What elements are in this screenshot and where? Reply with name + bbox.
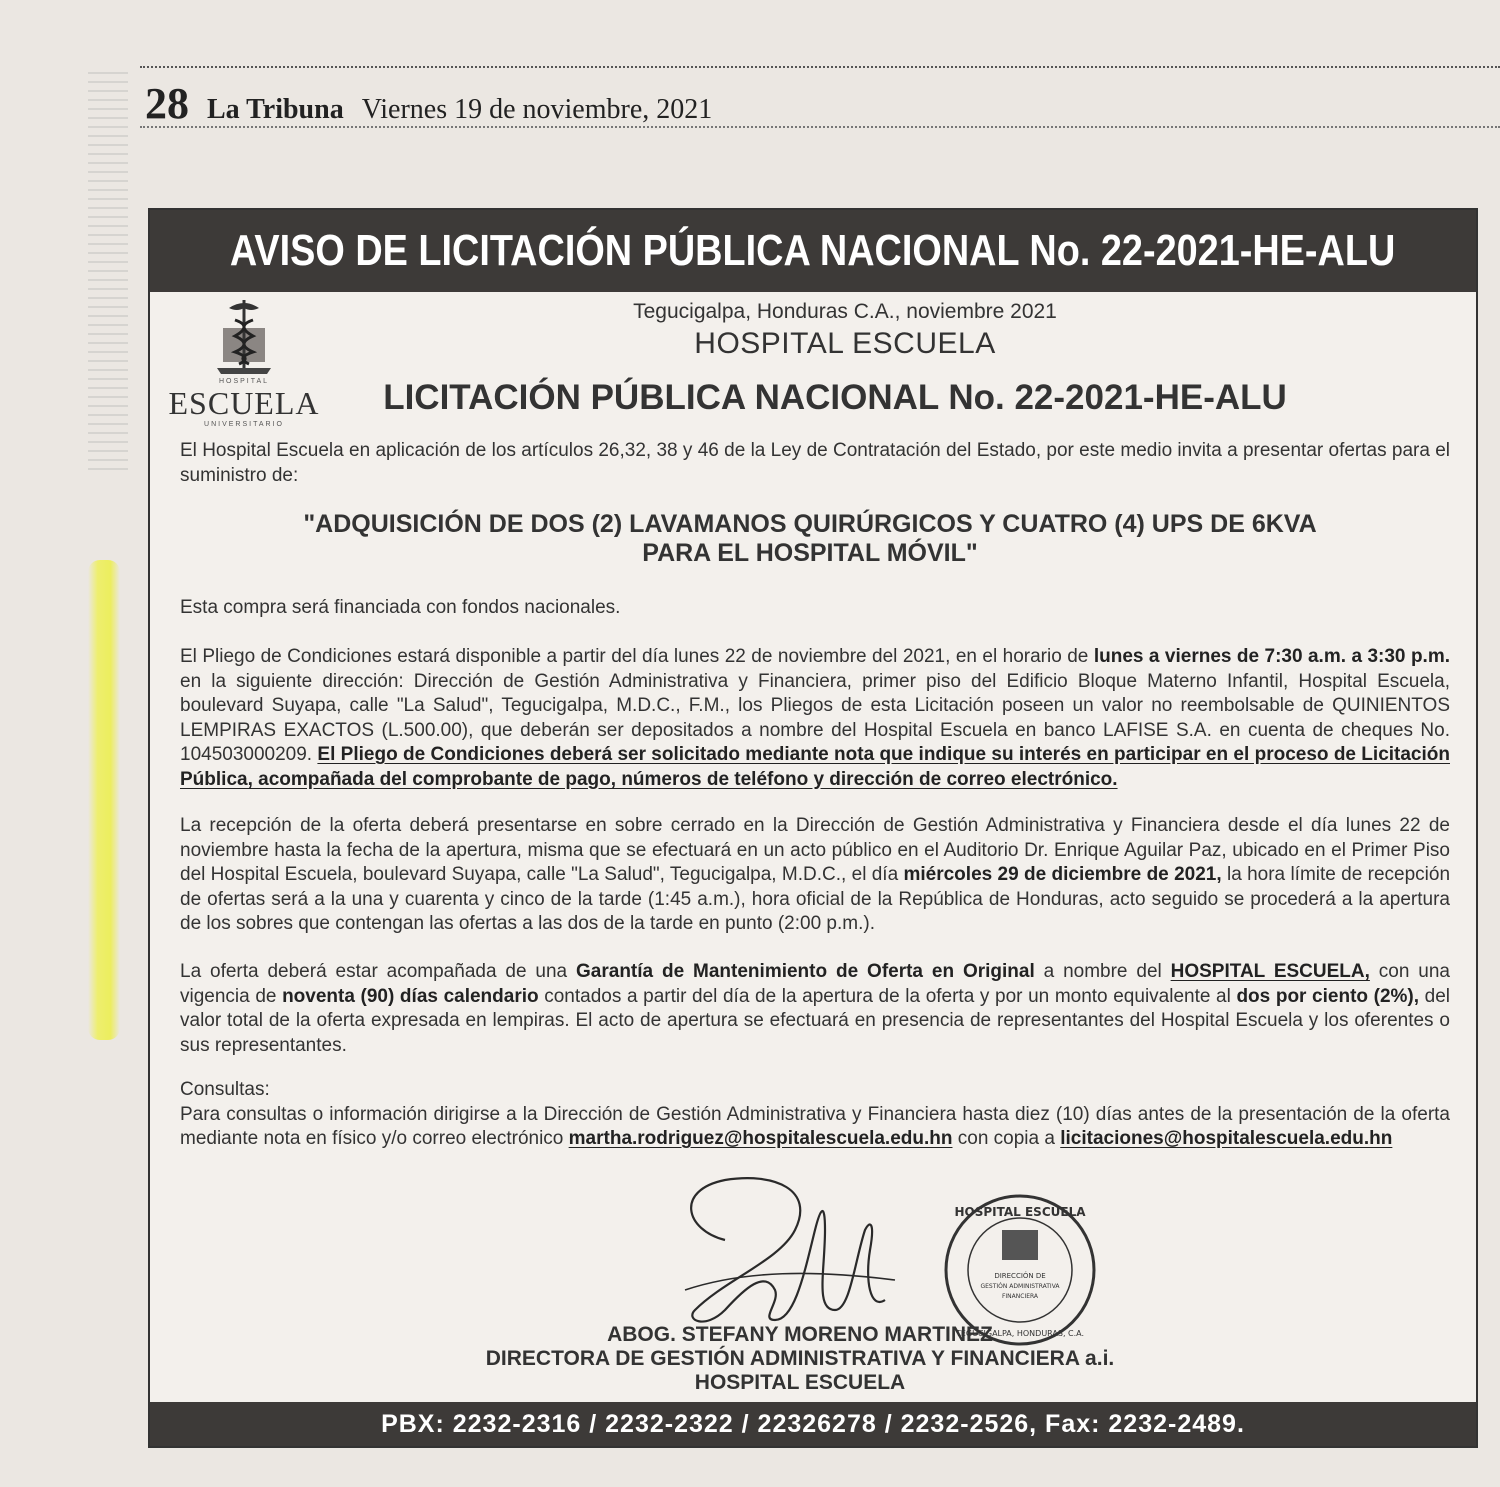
svg-text:GESTIÓN ADMINISTRATIVA: GESTIÓN ADMINISTRATIVA [980,1283,1060,1290]
signatory-name: ABOG. STEFANY MORENO MARTINEZ [607,1323,993,1346]
contact-footer-bar [150,1402,1476,1446]
reception-text-2: la hora límite de recepción de ofertas será a la una y cuarenta y cinco de la tarde (1:45 a.m.), hora oficial de la República de Honduras, acto seguido se procederá a la apertura de los sobres que contengan las ofertas a las dos de la tarde en punto (2:00 p.m.). [180,864,1451,934]
pliego-paragraph [180,645,1450,792]
svg-text:TEGUCIGALPA, HONDURAS, C.A.: TEGUCIGALPA, HONDURAS, C.A. [955,1329,1085,1338]
financing-paragraph: Esta compra será financiada con fondos nacionales. [180,597,621,618]
svg-text:FINANCIERA: FINANCIERA [1001,1293,1039,1300]
queries-label: Consultas: [180,1079,270,1100]
guarantee-percent: dos por ciento (2%), [1236,985,1420,1007]
newspaper-name: La Tribuna [207,94,344,125]
tender-subtitle: LICITACIÓN PÚBLICA NACIONAL No. 22-2021-HE-ALU [383,378,1287,417]
phone-numbers: PBX: 2232-2316 / 2232-2322 / 22326278 / 2232-2526, Fax: 2232-2489. [381,1409,1245,1438]
hospital-logo [168,298,320,428]
signatory-institution: HOSPITAL ESCUELA [694,1371,906,1394]
tender-notice [148,208,1478,1448]
guarantee-text-5: del valor total de la oferta expresada en lempiras. El acto de apertura se efectuará en presencia de representantes del Hospital Escuela y los oferentes o sus representantes. [180,985,1450,1056]
svg-text:HOSPITAL ESCUELA: HOSPITAL ESCUELA [954,1205,1086,1219]
publication-date: Viernes 19 de noviembre, 2021 [361,94,713,125]
guarantee-type: Garantía de Mantenimiento de Oferta en Original [576,961,1035,982]
reception-text-1: La recepción de la oferta deberá presentarse en sobre cerrado en la Dirección de Gestión Administrativa y Financiera desde el día lunes 22 de noviembre hasta la fecha de la apertura, misma que se efectuará en un acto público en el Auditorio Dr. Enrique Aguilar Paz, ubicado en el Primer Piso del Hospital Escuela, boulevard Suyapa, calle "La Salud", Tegucigalpa, M.D.C., el día [180,815,1450,885]
contact-email-link[interactable]: martha.rodriguez@hospitalescuela.edu.hn [568,1128,953,1149]
queries-text: Para consultas o información dirigirse a la Dirección de Gestión Administrativa y Financiera hasta diez (10) días antes de la presentación de la oferta mediante nota en físico y/o correo electrónico [180,1103,1450,1149]
signatory-position: DIRECTORA DE GESTIÓN ADMINISTRATIVA Y FINANCIERA a.i. [485,1347,1115,1370]
pliego-hours: lunes a viernes de 7:30 a.m. a 3:30 p.m. [1093,646,1451,667]
page-header [145,78,712,129]
guarantee-text-4: contados a partir del día de la apertura de la oferta y por un monto equivalente al [538,985,1237,1007]
guarantee-paragraph [180,960,1450,1058]
queries-paragraph [180,1078,1450,1152]
intro-paragraph: El Hospital Escuela en aplicación de los artículos 26,32, 38 y 46 de la Ley de Contratación del Estado, por este medio invita a presentar ofertas para el suministro de: [180,440,1450,486]
copy-text: con copia a [952,1128,1061,1149]
logo-name: ESCUELA [168,385,320,421]
pliego-requirement: El Pliego de Condiciones deberá ser solicitado mediante nota que indique su interés en participar en el proceso de Licitación Pública, acompañada del comprobante de pago, números de teléfono y dirección de correo electrónico. [180,744,1450,790]
header-rule-top [140,66,1500,68]
notice-title: AVISO DE LICITACIÓN PÚBLICA NACIONAL No. 22-2021-HE-ALU [230,226,1396,275]
object-line-2: PARA EL HOSPITAL MÓVIL" [642,539,978,567]
opening-date: miércoles 29 de diciembre de 2021, [903,864,1222,885]
place-date: Tegucigalpa, Honduras C.A., noviembre 2021 [633,300,1057,323]
logo-top-text: HOSPITAL [218,378,270,385]
institution-name: HOSPITAL ESCUELA [694,327,996,360]
caduceus-logo-icon [209,298,279,376]
object-line-1: "ADQUISICIÓN DE DOS (2) LAVAMANOS QUIRÚRGICOS Y CUATRO (4) UPS DE 6KVA [303,510,1317,538]
notice-title-bar [150,210,1476,292]
tender-email-link[interactable]: licitaciones@hospitalescuela.edu.hn [1060,1128,1393,1149]
guarantee-text-2: a nombre del [1034,961,1171,982]
page-number: 28 [145,79,189,128]
signature-block [400,1323,1200,1395]
tender-object [280,510,1340,568]
reception-paragraph [180,814,1450,937]
guarantee-beneficiary: HOSPITAL ESCUELA, [1170,961,1370,982]
highlighter-mark [88,560,120,1040]
header-rule-bottom [140,126,1500,128]
pliego-text-2: en la siguiente dirección: Dirección de Gestión Administrativa y Financiera, primer piso del Edificio Bloque Materno Infantil, Hospital Escuela, boulevard Suyapa, calle "La Salud", Tegucigalpa, M.D.C., F.M., los Pliegos de esta Licitación poseen un valor no reembolsable de QUINIENTOS LEMPIRAS EXACTOS (L.500.00), que deberán ser depositados a nombre del Hospital Escuela en banco LAFISE S.A. en cuenta de cheques No. 104503000209. [180,670,1450,765]
adjacent-column-edge [88,70,128,470]
guarantee-text-1: La oferta deberá estar acompañada de una [180,961,577,982]
svg-text:DIRECCIÓN DE: DIRECCIÓN DE [994,1272,1046,1280]
logo-bottom-text: UNIVERSITARIO [204,421,284,428]
guarantee-text-3: con una vigencia de [180,961,1450,1007]
pliego-text-1: El Pliego de Condiciones estará disponible a partir del día lunes 22 de noviembre del 2021, en el horario de [180,646,1094,667]
handwritten-signature-icon [665,1170,905,1340]
guarantee-validity: noventa (90) días calendario [282,985,539,1007]
